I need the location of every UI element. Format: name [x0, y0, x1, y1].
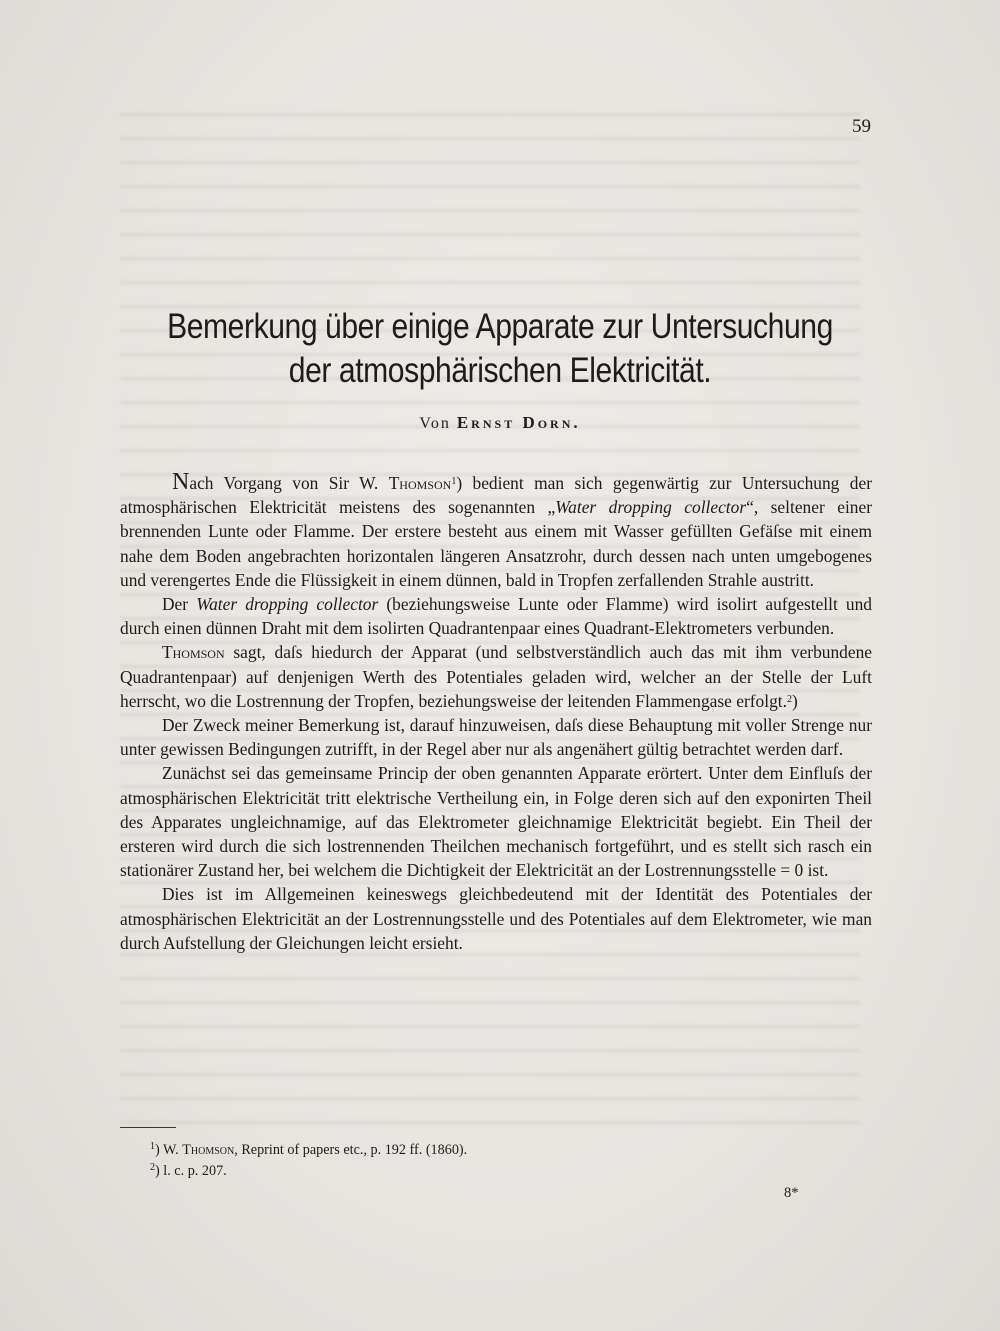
- footnotes: [150, 1140, 467, 1182]
- article-title: [156, 305, 844, 393]
- paragraph-6: Dies ist im Allgemeinen keineswegs gleichbedeutend mit der Identität des Potentiales der atmosphärischen Elektricität an der Lostrennungsstelle und des Potentiales auf dem Elektrometer, wie man durch Aufstellung der Gleichungen leicht ersieht.: [120, 884, 872, 953]
- p2-text-a: Der: [162, 594, 197, 615]
- paragraph-1: [120, 470, 872, 592]
- footnote-1-name: Thomson: [182, 1142, 235, 1158]
- p3-thomson: Thomson: [162, 642, 225, 663]
- footnote-1-text-b: , Reprint of papers etc., p. 192 ff. (1860).: [234, 1142, 468, 1158]
- title-line-1: Bemerkung über einige Apparate zur Untersuchung: [167, 307, 833, 346]
- p1-water-dropping: Water dropping collector: [555, 497, 747, 518]
- paragraph-3: [120, 640, 872, 713]
- footnote-2: [150, 1161, 467, 1182]
- paragraph-2: [120, 592, 872, 640]
- footnote-1-text-a: ) W.: [155, 1142, 183, 1158]
- footnote-1-marker: 1: [150, 1141, 155, 1152]
- page-number: 59: [852, 116, 871, 137]
- p1-thomson: Thomson: [388, 473, 452, 493]
- p2-text-c: (beziehungsweise Lunte oder Flamme) wird isolirt aufgestellt und durch einen dünnen Draht mit dem isolirten Quadrantenpaar eines Quadrant-Elektrometers verbunden.: [120, 594, 872, 639]
- author-line: [0, 413, 1000, 433]
- title-line-2: der atmosphärischen Elektricität.: [288, 351, 712, 390]
- footnote-2-marker: 2: [150, 1162, 155, 1173]
- p2-water-dropping: Water dropping collector: [196, 594, 379, 615]
- p1-text-c: ) bedient man sich gegenwärtig zur Untersuchung der atmosphärischen Elektricität meistens des sogenannten „: [120, 473, 872, 518]
- p1-text-e: “, seltener einer brennenden Lunte oder Flamme. Der erstere besteht aus einem mit Wasser gefüllten Gefäſse mit einem nahe dem Boden angebrachten horizontalen längeren Ansatzrohr, durch dessen nach unten umgebogenes und verengertes Ende die Flüssigkeit in einem dünnen, bald in Tropfen zerfallenden Strahle austritt.: [120, 497, 872, 590]
- footnote-ref-1: 1: [451, 476, 457, 487]
- author-prefix: Von: [419, 415, 451, 432]
- footnote-2-text: ) l. c. p. 207.: [155, 1163, 227, 1179]
- author-name: Ernst Dorn.: [456, 413, 581, 432]
- footnote-1: [150, 1140, 467, 1161]
- paragraph-4: Der Zweck meiner Bemerkung ist, darauf hinzuweisen, daſs diese Behauptung mit voller Strenge nur unter gewissen Bedingungen zutrifft, in der Regel aber nur als angenähert gültig betrachtet werden darf.: [120, 715, 872, 760]
- p3-text-c: ): [791, 690, 798, 711]
- footnote-ref-2: 2: [786, 693, 792, 705]
- paragraph-5: Zunächst sei das gemeinsame Princip der oben genannten Apparate erörtert. Unter dem Einfluſs der atmosphärischen Elektricität tritt elektrische Vertheilung ein, in Folge deren sich auf den exponirten Theil des Apparates ungleichnamige, auf das Elektrometer gleichnamige Elektricität begiebt. Ein Theil der ersteren wird durch die sich lostrennenden Theilchen mechanisch fortgeführt, und es stellt sich rasch ein stationärer Zustand her, bei welchem die Dichtigkeit der Elektricität an der Lostrennungsstelle = 0 ist.: [120, 763, 872, 881]
- article-body: [120, 470, 872, 955]
- signature-mark: 8*: [784, 1185, 799, 1201]
- p3-text-b: sagt, daſs hiedurch der Apparat (und selbstverständlich auch das mit ihm verbundene Quadrantenpaar) auf denjenigen Werth des Potentiales geladen wird, welcher an der Stelle der Luft herrscht, wo die Lostrennung der Tropfen, beziehungsweise der leitenden Flammengase erfolgt.: [120, 642, 872, 711]
- p1-text-a: Nach Vorgang von Sir W.: [172, 469, 389, 495]
- footnote-divider: [120, 1127, 176, 1128]
